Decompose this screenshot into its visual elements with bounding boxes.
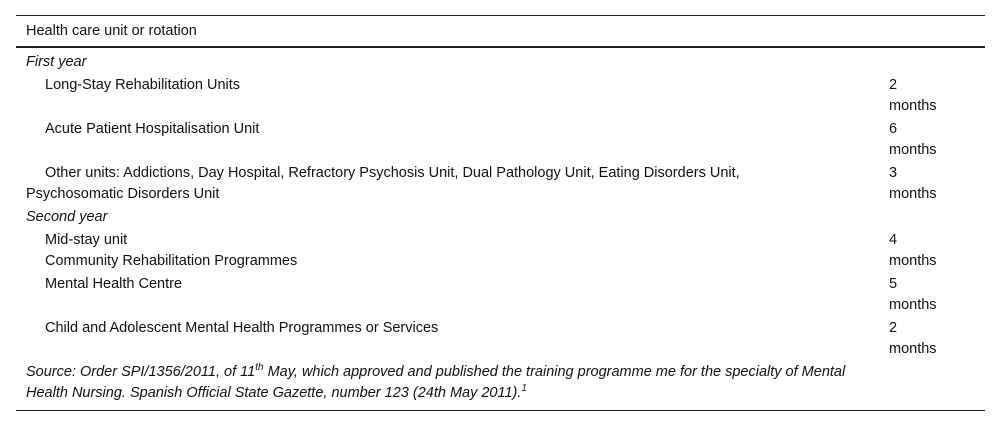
duration-unit: months: [889, 253, 937, 269]
duration-cell: [889, 230, 985, 251]
unit-name: Other units: Addictions, Day Hospital, Refractory Psychosis Unit, Dual Pathology Unit, Eating Disorders Unit,: [45, 165, 740, 181]
duration-value: 2: [889, 77, 898, 93]
unit-name: Community Rehabilitation Programmes: [45, 253, 298, 269]
duration-cell: [889, 274, 985, 316]
section-title-second-year: Second year: [26, 209, 108, 225]
duration-cell: [889, 318, 985, 360]
table-header: [16, 16, 985, 48]
duration-unit: months: [889, 186, 937, 202]
table-row: [16, 251, 985, 272]
reference-marker: 1: [521, 383, 527, 395]
unit-name: Child and Adolescent Mental Health Programmes or Services: [45, 320, 439, 336]
duration-unit: months: [889, 98, 937, 114]
duration-value: 4: [889, 232, 898, 248]
duration-cell: [889, 163, 985, 205]
table-row: [16, 230, 985, 251]
duration-value: 2: [889, 320, 898, 336]
duration-value: 6: [889, 121, 898, 137]
unit-name: Long-Stay Rehabilitation Units: [45, 77, 241, 93]
duration-cell: [889, 75, 985, 117]
unit-name: Acute Patient Hospitalisation Unit: [45, 121, 260, 137]
table-footnote-source: Source: Order SPI/1356/2011, of 11th May, which approved and published the training programme me for the specialty of Mental Health Nursing. Spanish Official State Gazette, number 123 (24th May 2011).$^1$: [16, 362, 985, 411]
duration-value: 5: [889, 276, 898, 292]
table-row: [16, 119, 985, 161]
rotation-table: [16, 15, 985, 411]
duration-cell: [889, 251, 985, 272]
section-title-first-year: First year: [26, 54, 87, 70]
table-row: [16, 318, 985, 360]
header-unit-label: Health care unit or rotation: [26, 23, 197, 39]
unit-name-continued: Psychosomatic Disorders Unit: [26, 186, 220, 202]
table-row: [16, 75, 985, 117]
duration-cell: [889, 119, 985, 161]
table-row: [16, 274, 985, 316]
unit-name: Mental Health Centre: [45, 276, 183, 292]
duration-unit: months: [889, 341, 937, 357]
unit-name: Mid-stay unit: [45, 232, 128, 248]
duration-unit: months: [889, 297, 937, 313]
table-body: [16, 48, 985, 411]
table-row: [16, 163, 985, 205]
duration-value: 3: [889, 165, 898, 181]
duration-unit: months: [889, 142, 937, 158]
